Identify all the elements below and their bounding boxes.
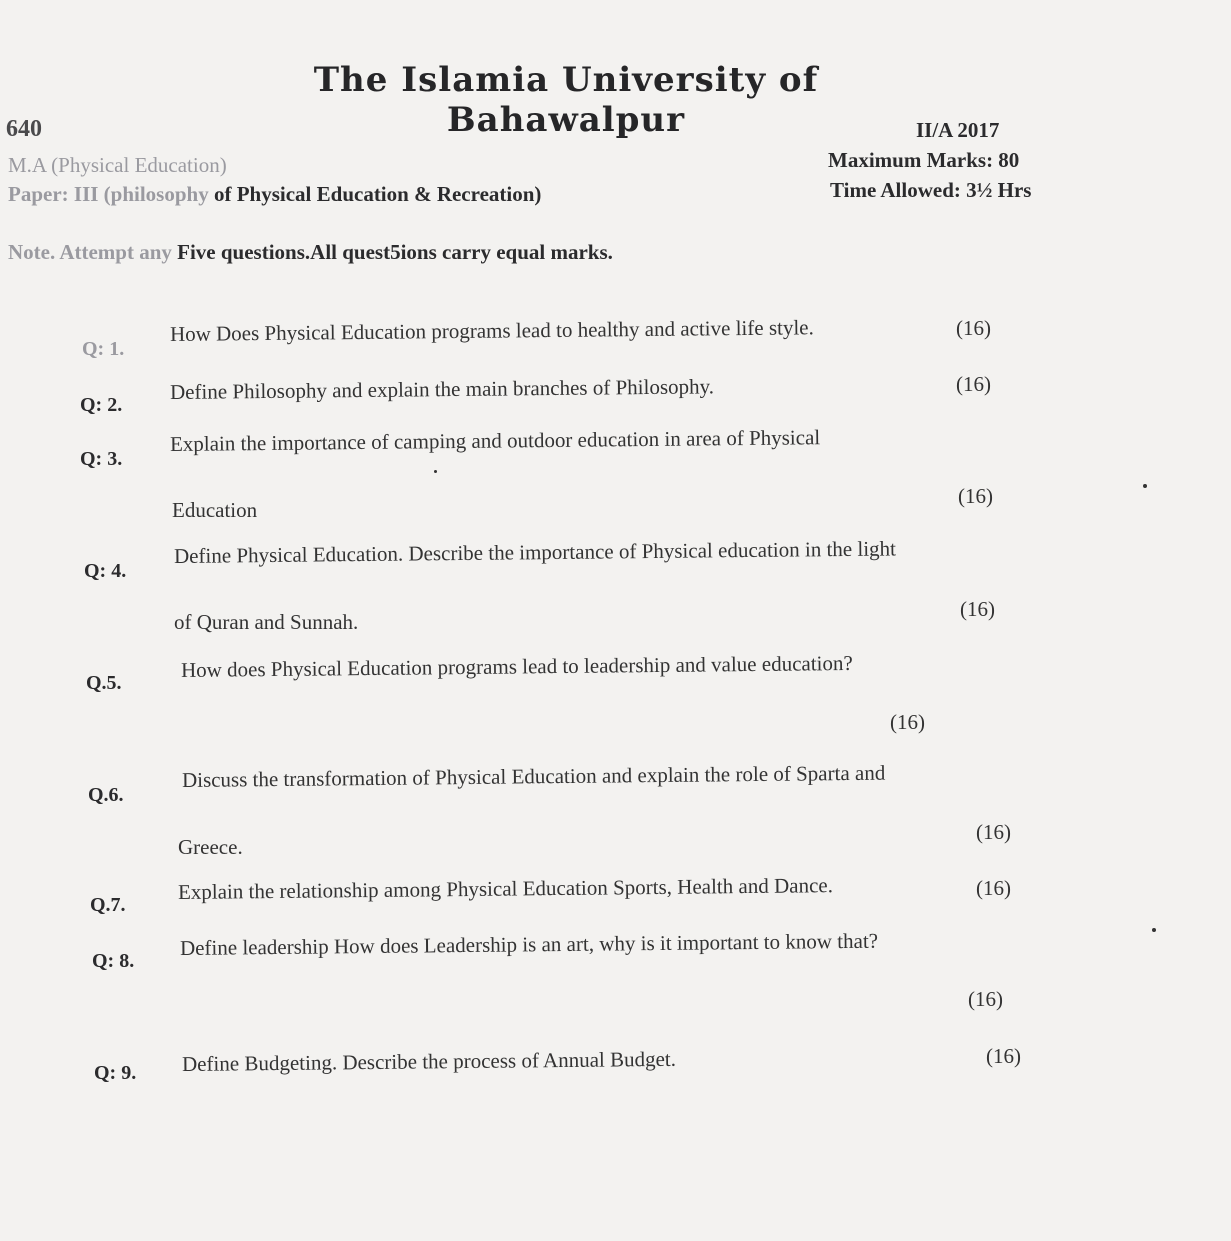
- question-text: Discuss the transformation of Physical Education and explain the role of Sparta and: [181, 760, 886, 792]
- question-text-continued: Greece.: [178, 835, 243, 859]
- question-text-continued: of Quran and Sunnah.: [174, 610, 359, 634]
- question-marks: (16): [956, 372, 991, 396]
- question-text: How Does Physical Education programs lead to healthy and active life style.: [169, 315, 814, 346]
- question-marks: (16): [986, 1044, 1021, 1068]
- question-number: Q: 4.: [84, 560, 127, 582]
- paper-title: [8, 182, 541, 207]
- programme: M.A (Physical Education): [8, 153, 227, 177]
- question-number: Q: 1.: [82, 338, 125, 360]
- question-marks: (16): [890, 710, 925, 734]
- question-marks: (16): [968, 987, 1003, 1011]
- question-marks: (16): [958, 484, 993, 508]
- question-text: Define Physical Education. Describe the importance of Physical education in the light: [173, 536, 897, 568]
- instruction-note-prefix: Note. Attempt any: [8, 240, 172, 264]
- question-marks: (16): [960, 597, 995, 621]
- question-marks: (16): [956, 316, 991, 340]
- paper-title-rest: of Physical Education & Recreation): [208, 182, 542, 206]
- question-number: Q.5.: [86, 672, 122, 694]
- question-marks: (16): [976, 820, 1011, 844]
- time-allowed: Time Allowed: 3½ Hrs: [830, 178, 1032, 202]
- session: II/A 2017: [916, 118, 1000, 142]
- question-text: How does Physical Education programs lead to leadership and value education?: [180, 650, 853, 682]
- paper-title-prefix: Paper: III (philosophy: [8, 182, 209, 206]
- instruction-note: [8, 240, 613, 265]
- question-text-continued: Education: [172, 498, 258, 522]
- question-number: Q.7.: [90, 894, 126, 916]
- university-title: The Islamia University of Bahawalpur: [313, 60, 819, 140]
- question-number: Q: 9.: [94, 1062, 137, 1084]
- question-text: Define leadership How does Leadership is an art, why is it important to know that?: [179, 928, 879, 960]
- question-text: Define Budgeting. Describe the process of Annual Budget.: [181, 1046, 677, 1076]
- maximum-marks: Maximum Marks: 80: [828, 148, 1020, 172]
- question-text: Explain the relationship among Physical Education Sports, Health and Dance.: [177, 873, 834, 904]
- question-number: Q: 3.: [80, 448, 123, 470]
- paper-code: 640: [6, 116, 42, 142]
- question-number: Q.6.: [88, 784, 124, 806]
- question-number: Q: 8.: [92, 950, 135, 972]
- question-number: Q: 2.: [80, 394, 123, 416]
- instruction-note-rest: Five questions.All quest5ions carry equal marks.: [171, 240, 613, 264]
- question-text: Explain the importance of camping and outdoor education in area of Physical: [169, 425, 821, 456]
- scan-speck: [1152, 928, 1156, 932]
- scan-speck: [434, 470, 437, 473]
- question-marks: (16): [976, 876, 1011, 900]
- question-text: Define Philosophy and explain the main branches of Philosophy.: [169, 374, 715, 404]
- scan-speck: [1143, 484, 1147, 488]
